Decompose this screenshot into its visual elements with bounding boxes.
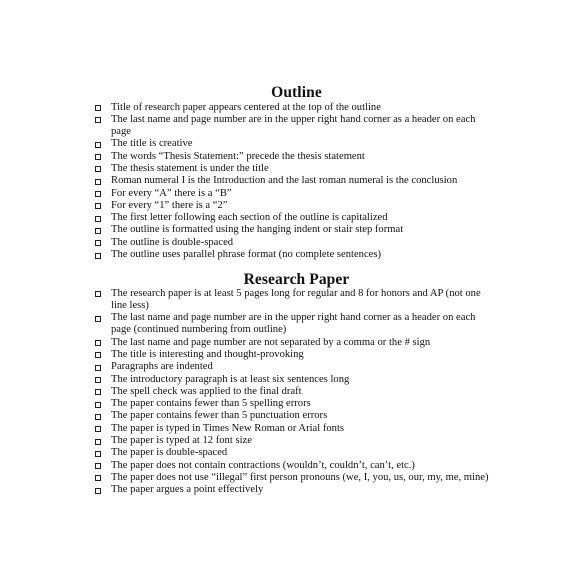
checkbox-bullet-icon [95, 463, 101, 469]
list-item [0, 435, 585, 447]
list-item-text: The paper contains fewer than 5 spelling errors [111, 398, 311, 410]
list-item-text: The paper contains fewer than 5 punctuation errors [111, 410, 328, 422]
checkbox-bullet-icon [95, 352, 101, 358]
list-item-text: For every “A” there is a “B” [111, 187, 232, 199]
list-item [0, 163, 585, 175]
list-item-text: The paper does not contain contractions (wouldn’t, couldn’t, can’t, etc.) [111, 459, 415, 471]
list-item-text: The outline is formatted using the hanging indent or stair step format [111, 224, 404, 236]
research-paper-checklist [0, 288, 585, 497]
checkbox-bullet-icon [95, 216, 101, 222]
list-item-text: The title is interesting and thought-provoking [111, 348, 304, 360]
list-item-text: The thesis statement is under the title [111, 162, 269, 174]
outline-checklist [0, 102, 585, 262]
list-item-text: The spell check was applied to the final draft [111, 385, 302, 397]
list-item [0, 361, 585, 373]
list-item [0, 114, 585, 139]
list-item [0, 349, 585, 361]
checkbox-bullet-icon [95, 228, 101, 234]
list-item [0, 386, 585, 398]
list-item [0, 337, 585, 349]
checkbox-bullet-icon [95, 414, 101, 420]
outline-heading: Outline [271, 84, 322, 101]
list-item [0, 460, 585, 472]
list-item-text: For every “1” there is a “2” [111, 199, 228, 211]
list-item [0, 398, 585, 410]
list-item-text: The last name and page number are in the upper right hand corner as a header on each page [111, 113, 476, 138]
list-item [0, 312, 585, 337]
list-item [0, 484, 585, 496]
list-item-text: Roman numeral I is the Introduction and the last roman numeral is the conclusion [111, 175, 458, 187]
checkbox-bullet-icon [95, 117, 101, 123]
checkbox-bullet-icon [95, 191, 101, 197]
list-item-text: The first letter following each section of the outline is capitalized [111, 212, 388, 224]
checkbox-bullet-icon [95, 240, 101, 246]
checkbox-bullet-icon [95, 166, 101, 172]
checkbox-bullet-icon [95, 426, 101, 432]
list-item [0, 374, 585, 386]
checkbox-bullet-icon [95, 203, 101, 209]
list-item-text: The paper does not use “illegal” first person pronouns (we, I, you, us, our, my, me, mine) [111, 471, 489, 483]
list-item-text: The last name and page number are in the upper right hand corner as a header on each page (continued numbering from outline) [111, 312, 476, 336]
checkbox-bullet-icon [95, 451, 101, 457]
checkbox-bullet-icon [95, 402, 101, 408]
list-item [0, 237, 585, 249]
checkbox-bullet-icon [95, 154, 101, 160]
checkbox-bullet-icon [95, 365, 101, 371]
list-item-text: The paper is typed in Times New Roman or Arial fonts [111, 422, 345, 434]
list-item-text: The outline uses parallel phrase format (no complete sentences) [111, 249, 382, 261]
checkbox-bullet-icon [95, 340, 101, 346]
checkbox-bullet-icon [95, 488, 101, 494]
list-item [0, 138, 585, 150]
list-item [0, 249, 585, 261]
checkbox-bullet-icon [95, 253, 101, 259]
list-item [0, 175, 585, 187]
list-item [0, 288, 585, 313]
list-item-text: The paper is double-spaced [111, 447, 228, 459]
checkbox-bullet-icon [95, 439, 101, 445]
list-item-text: The words “Thesis Statement:” precede the thesis statement [111, 150, 365, 162]
checkbox-bullet-icon [95, 475, 101, 481]
checkbox-bullet-icon [95, 179, 101, 185]
list-item-text: Title of research paper appears centered at the top of the outline [111, 101, 381, 113]
list-item-text: The title is creative [111, 138, 193, 150]
list-item [0, 423, 585, 435]
list-item [0, 447, 585, 459]
research-paper-heading: Research Paper [243, 271, 350, 288]
list-item-text: The research paper is at least 5 pages long for regular and 8 for honors and AP (not one line less) [111, 287, 481, 311]
list-item [0, 200, 585, 212]
list-item-text: The paper argues a point effectively [111, 484, 264, 496]
list-item [0, 151, 585, 163]
list-item-text: Paragraphs are indented [111, 361, 213, 373]
checkbox-bullet-icon [95, 377, 101, 383]
list-item [0, 188, 585, 200]
list-item [0, 212, 585, 224]
checkbox-bullet-icon [95, 291, 101, 297]
checkbox-bullet-icon [95, 105, 101, 111]
list-item-text: The paper is typed at 12 font size [111, 435, 252, 447]
checkbox-bullet-icon [95, 389, 101, 395]
list-item-text: The outline is double-spaced [111, 236, 234, 248]
list-item-text: The last name and page number are not separated by a comma or the # sign [111, 336, 431, 348]
checkbox-bullet-icon [95, 142, 101, 148]
checkbox-bullet-icon [95, 316, 101, 322]
list-item-text: The introductory paragraph is at least six sentences long [111, 373, 350, 385]
list-item [0, 102, 585, 114]
list-item [0, 410, 585, 422]
list-item [0, 472, 585, 484]
list-item [0, 224, 585, 236]
